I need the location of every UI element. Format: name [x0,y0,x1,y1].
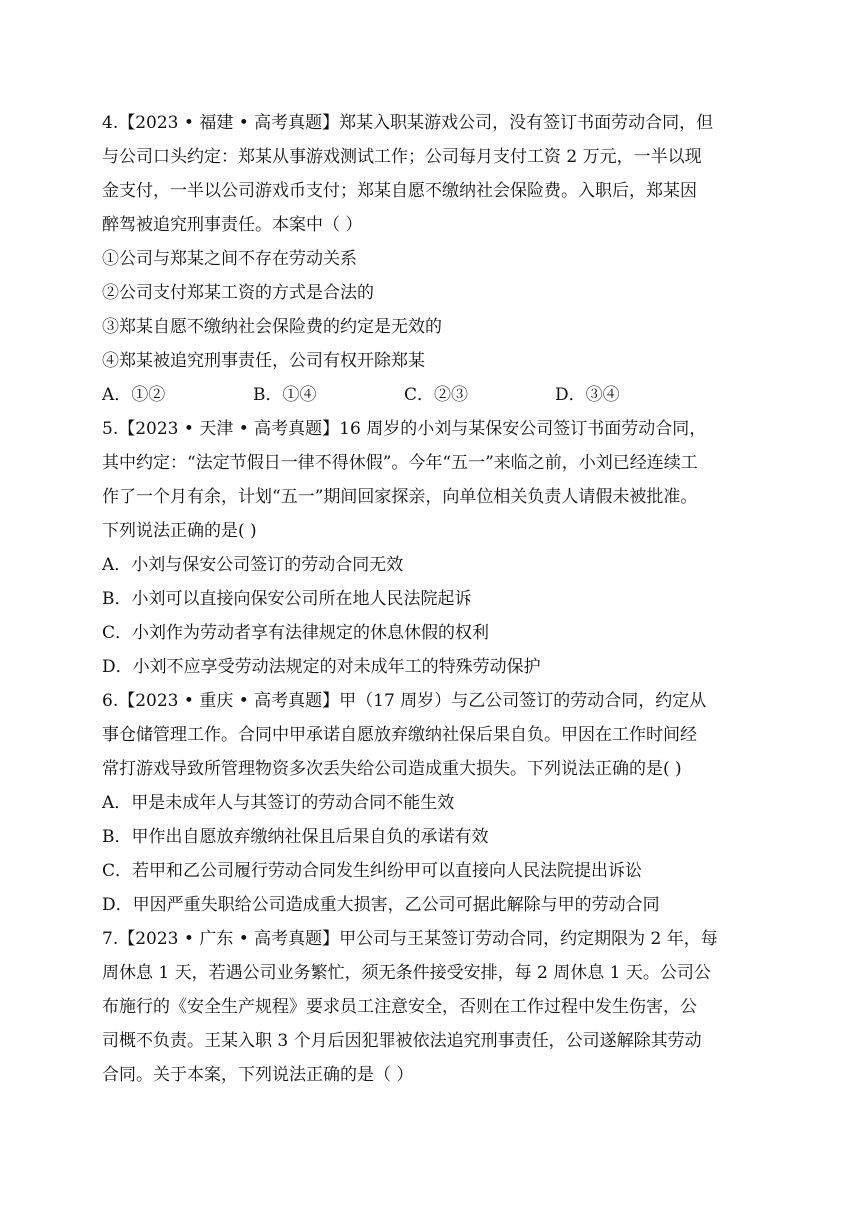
answer-options-row [102,378,742,412]
option-c: C．②③ [404,385,469,405]
option-d: D．小刘不应享受劳动法规定的对未成年工的特殊劳动保护 [102,657,541,677]
question-stem-line: 常打游戏导致所管理物资多次丢失给公司造成重大损失。下列说法正确的是( ) [102,759,682,779]
option-b: B．甲作出自愿放弃缴纳社保且后果自负的承诺有效 [102,827,489,847]
statement-item: ①公司与郑某之间不存在劳动关系 [102,249,357,269]
option-b: B．小刘可以直接向保安公司所在地人民法院起诉 [102,589,472,609]
question-stem-line: 与公司口头约定：郑某从事游戏测试工作；公司每月支付工资 2 万元，一半以现 [102,147,702,167]
option-d: D．甲因严重失职给公司造成重大损害，乙公司可据此解除与甲的劳动合同 [102,895,660,915]
question-stem-line: 5.【2023 • 天津 • 高考真题】16 周岁的小刘与某保安公司签订书面劳动合同， [102,419,707,439]
option-c: C．小刘作为劳动者享有法律规定的休息休假的权利 [102,623,490,643]
question-5 [102,412,742,684]
option-b: B．①④ [253,385,317,405]
question-4 [102,106,742,412]
question-stem-line: 其中约定：“法定节假日一律不得休假”。今年“五一”来临之前，小刘已经连续工 [102,453,698,473]
question-stem-line: 6.【2023 • 重庆 • 高考真题】甲（17 周岁）与乙公司签订的劳动合同，约定从 [102,691,707,711]
statement-item: ②公司支付郑某工资的方式是合法的 [102,283,374,303]
question-stem-line: 4.【2023 • 福建 • 高考真题】郑某入职某游戏公司，没有签订书面劳动合同，但 [102,113,714,133]
question-stem-line: 事仓储管理工作。合同中甲承诺自愿放弃缴纳社保后果自负。甲因在工作时间经 [102,725,697,745]
question-stem-line: 下列说法正确的是( ) [102,521,257,541]
document-page [102,106,742,1092]
question-stem-line: 醉驾被追究刑事责任。本案中（ ） [102,215,363,235]
question-stem-line: 金支付，一半以公司游戏币支付；郑某自愿不缴纳社会保险费。入职后，郑某因 [102,181,697,201]
question-stem-line: 合同。关于本案，下列说法正确的是（ ） [102,1065,414,1085]
option-d: D．③④ [555,385,620,405]
statement-item: ③郑某自愿不缴纳社会保险费的约定是无效的 [102,317,442,337]
option-a: A．小刘与保安公司签订的劳动合同无效 [102,555,404,575]
option-a: A．甲是未成年人与其签订的劳动合同不能生效 [102,793,455,813]
option-c: C．若甲和乙公司履行劳动合同发生纠纷甲可以直接向人民法院提出诉讼 [102,861,643,881]
option-a: A．①② [102,385,166,405]
statement-item: ④郑某被追究刑事责任，公司有权开除郑某 [102,351,425,371]
question-stem-line: 布施行的《安全生产规程》要求员工注意安全，否则在工作过程中发生伤害，公 [102,997,697,1017]
question-stem-line: 作了一个月有余，计划“五一”期间回家探亲，向单位相关负责人请假未被批准。 [102,487,698,507]
question-7 [102,922,742,1092]
question-6 [102,684,742,922]
question-stem-line: 司概不负责。王某入职 3 个月后因犯罪被依法追究刑事责任，公司遂解除其劳动 [102,1031,702,1051]
question-stem-line: 周休息 1 天，若遇公司业务繁忙，须无条件接受安排，每 2 周休息 1 天。公司公 [102,963,711,983]
question-stem-line: 7.【2023 • 广东 • 高考真题】甲公司与王某签订劳动合同，约定期限为 2 年，每 [102,929,718,949]
